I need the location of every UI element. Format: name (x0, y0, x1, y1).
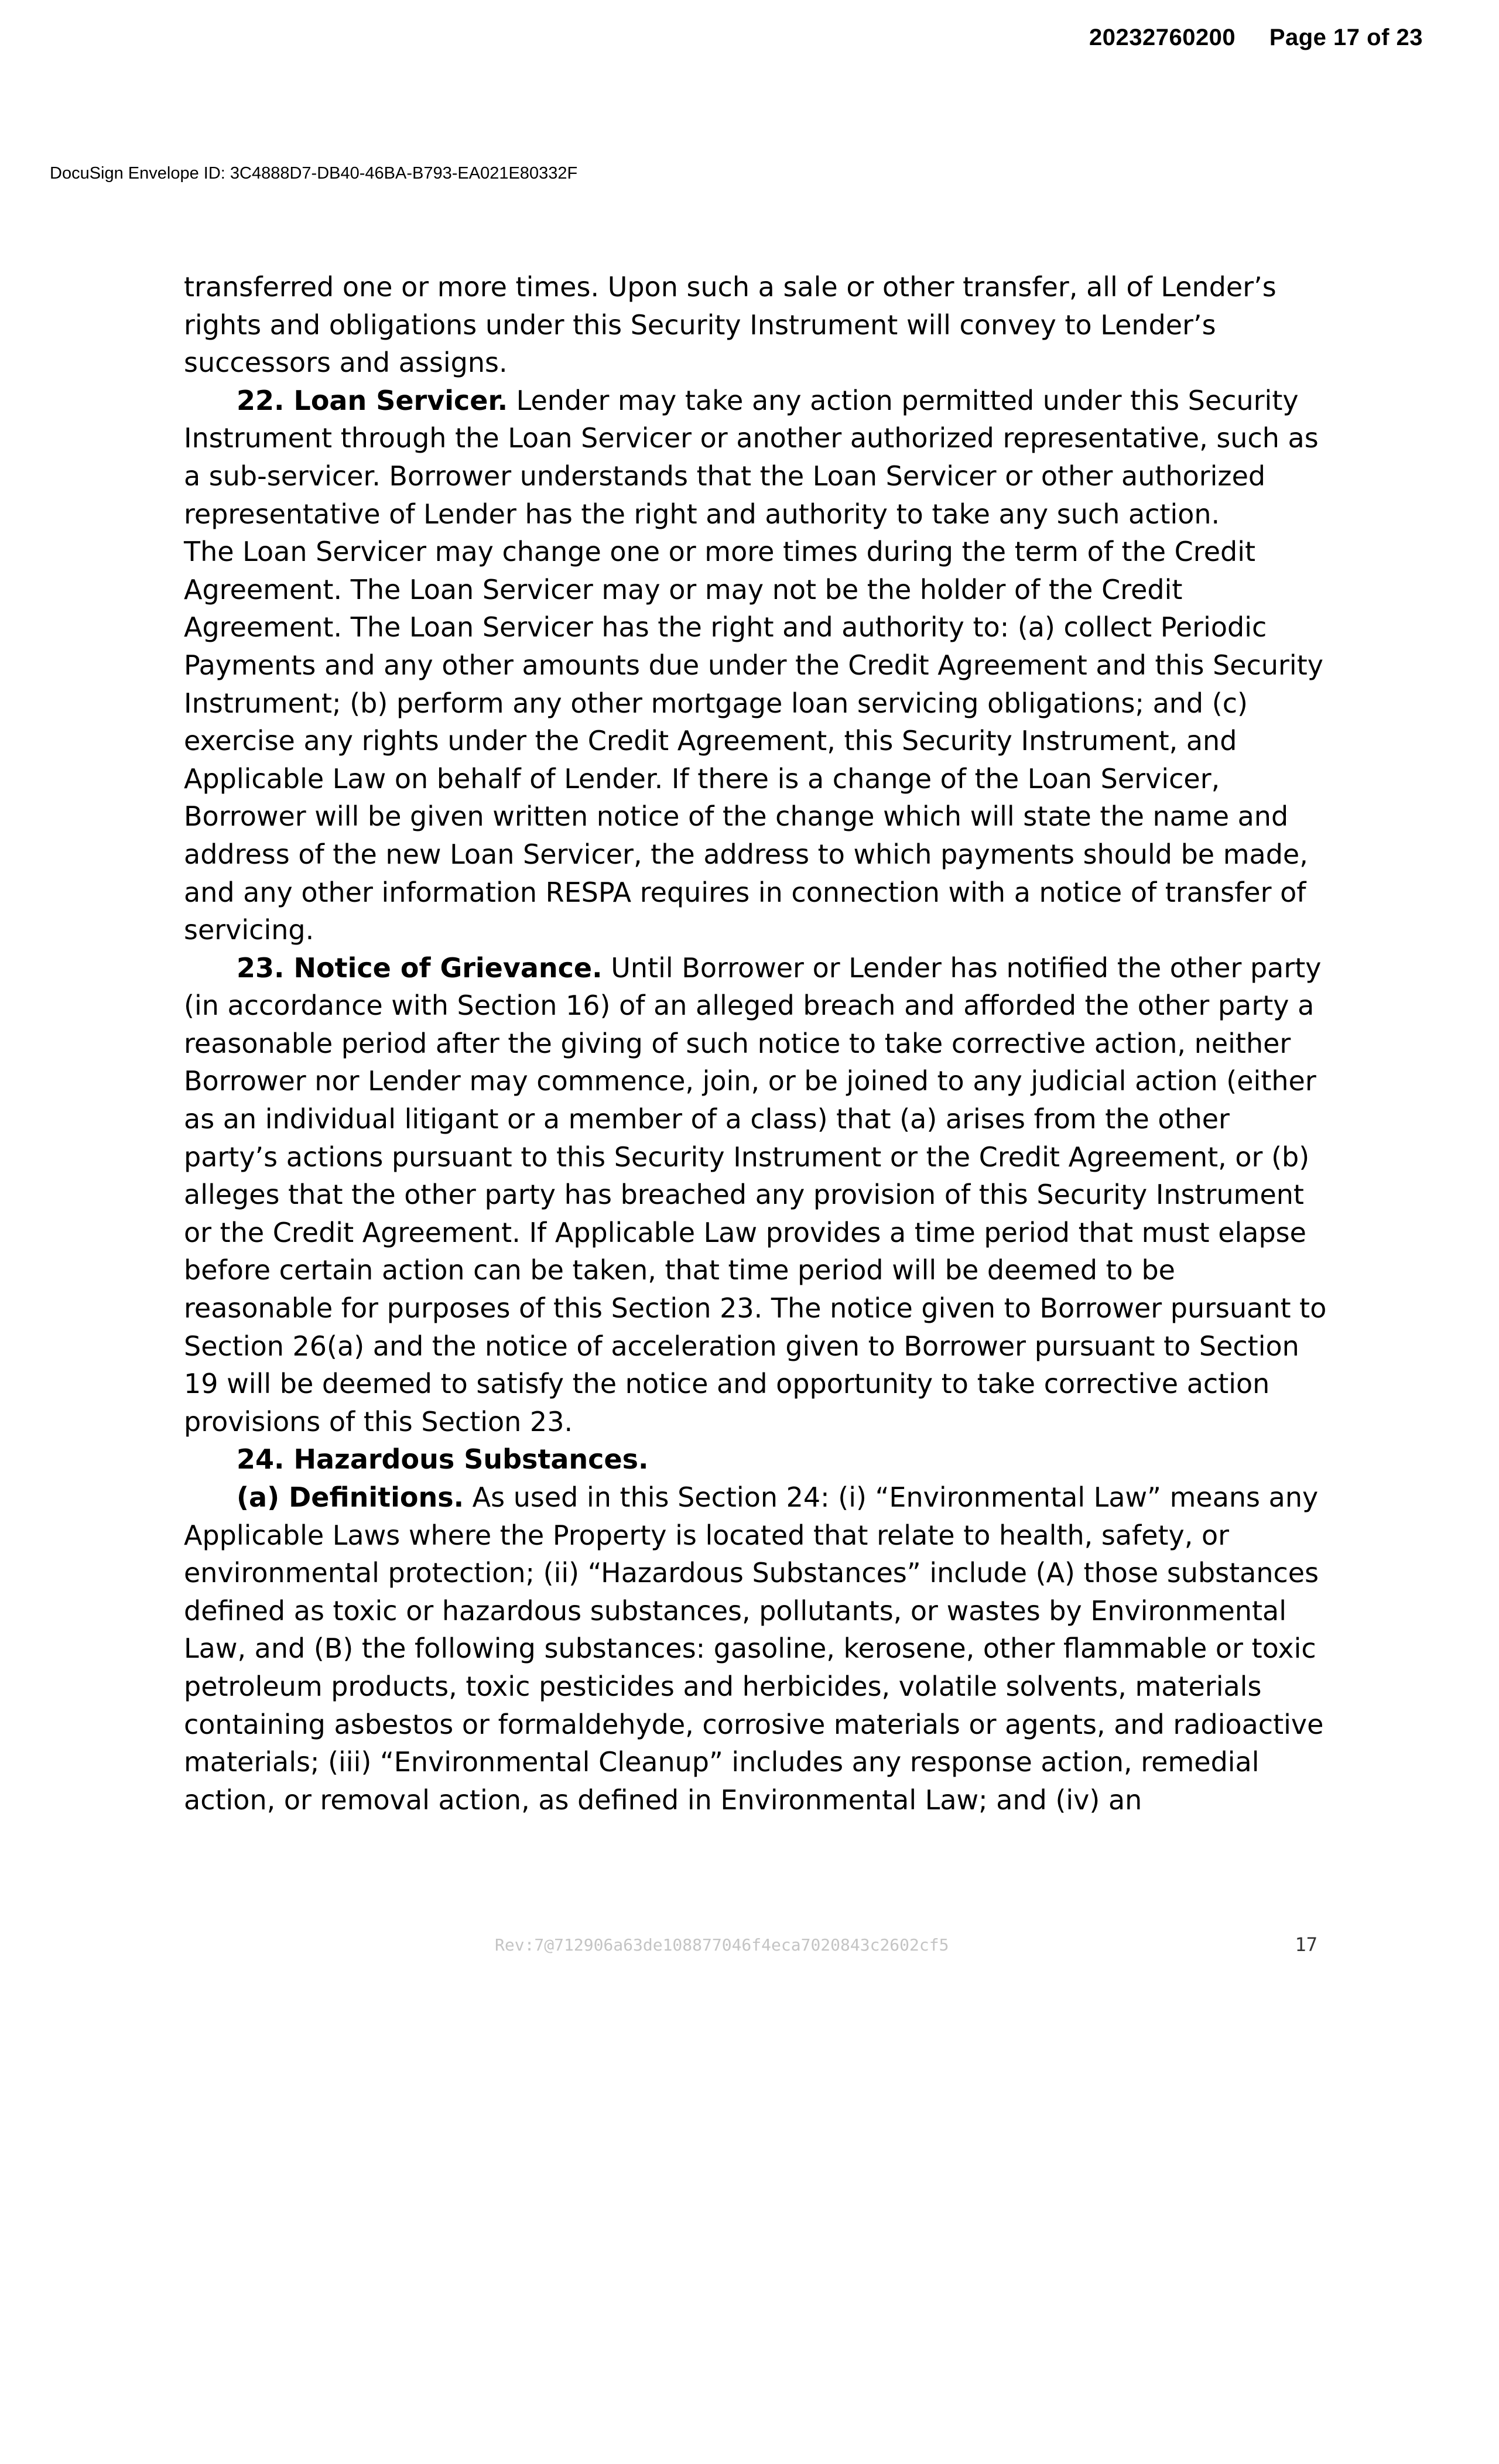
paragraph-loan-servicer-change: The Loan Servicer may change one or more times during the term of the Credit Agreement. The Loan Servicer may or may not be the holder of the Credit Agreement. The Loan Servicer has the right and authority to: (a) collect Periodic Payments and any other amounts due under the Credit Agreement and this Security Instrument; (b) perform any other mortgage loan servicing obligations; and (c) exercise any rights under the Credit Agreement, this Security Instrument, and Applicable Law on behalf of Lender. If there is a change of the Loan Servicer, Borrower will be given written notice of the change which will state the name and address of the new Loan Servicer, the address to which payments should be made, and any other information RESPA requires in connection with a notice of transfer of servicing. (184, 536, 1323, 946)
section-22-text: Lender may take any action permitted under this Security Instrument through the Loan Servicer or another authorized representative, such as a sub-servicer. Borrower understands that the Loan Servicer or other authorized representative of Lender has the right and authority to take any such action. (184, 384, 1319, 530)
document-body (184, 268, 1332, 1819)
section-23-text: Until Borrower or Lender has notified the other party (in accordance with Section 16) of an alleged breach and afforded the other party a reasonable period after the giving of such notice to take corrective action, neither Borrower nor Lender may commence, join, or be joined to any judicial action (either as an individual litigant or a member of a class) that (a) arises from the other party’s actions pursuant to this Security Instrument or the Credit Agreement, or (b) alleges that the other party has breached any provision of this Security Instrument or the Credit Agreement. If Applicable Law provides a time period that must elapse before certain action can be taken, that time period will be deemed to be reasonable for purposes of this Section 23. The notice given to Borrower pursuant to Section 26(a) and the notice of acceleration given to Borrower pursuant to Section 19 will be deemed to satisfy the notice and opportunity to take corrective action provisions of this Section 23. (184, 952, 1327, 1438)
section-24-heading: 24. Hazardous Substances. (237, 1443, 649, 1476)
page-count-label: Page 17 of 23 (1269, 25, 1423, 50)
section-24-hazardous-substances (184, 1440, 1332, 1479)
section-24a-heading: (a) Definitions. (237, 1481, 464, 1513)
section-24a-definitions (184, 1479, 1332, 1819)
section-23-heading: 23. Notice of Grievance. (237, 952, 603, 984)
section-23-notice-of-grievance (184, 949, 1332, 1441)
section-24a-text: As used in this Section 24: (i) “Environmental Law” means any Applicable Laws where the Property is located that relate to health, safety, or environmental protection; (ii) “Hazardous Substances” include (A) those substances defined as toxic or hazardous substances, pollutants, or wastes by Environmental Law, and (B) the following substances: gasoline, kerosene, other flammable or toxic petroleum products, toxic pesticides and herbicides, volatile solvents, materials containing asbestos or formaldehyde, corrosive materials or agents, and radioactive materials; (iii) “Environmental Cleanup” includes any response action, remedial action, or removal action, as defined in Environmental Law; and (iv) an (184, 1481, 1324, 1816)
page-number: 17 (1295, 1933, 1317, 1956)
paragraph-transfer-continuation: transferred one or more times. Upon such a sale or other transfer, all of Lender’s rights and obligations under this Security Instrument will convey to Lender’s successors and assigns. (184, 271, 1276, 379)
revision-footer: Rev:7@712906a63de108877046f4eca7020843c2602cf5 (495, 1935, 949, 1955)
recording-number: 20232760200 (1089, 25, 1236, 50)
section-22-heading: 22. Loan Servicer. (237, 384, 508, 416)
docusign-envelope-id: DocuSign Envelope ID: 3C4888D7-DB40-46BA-B793-EA021E80332F (50, 164, 578, 183)
page-header (1089, 25, 1423, 51)
section-22-loan-servicer (184, 382, 1332, 533)
